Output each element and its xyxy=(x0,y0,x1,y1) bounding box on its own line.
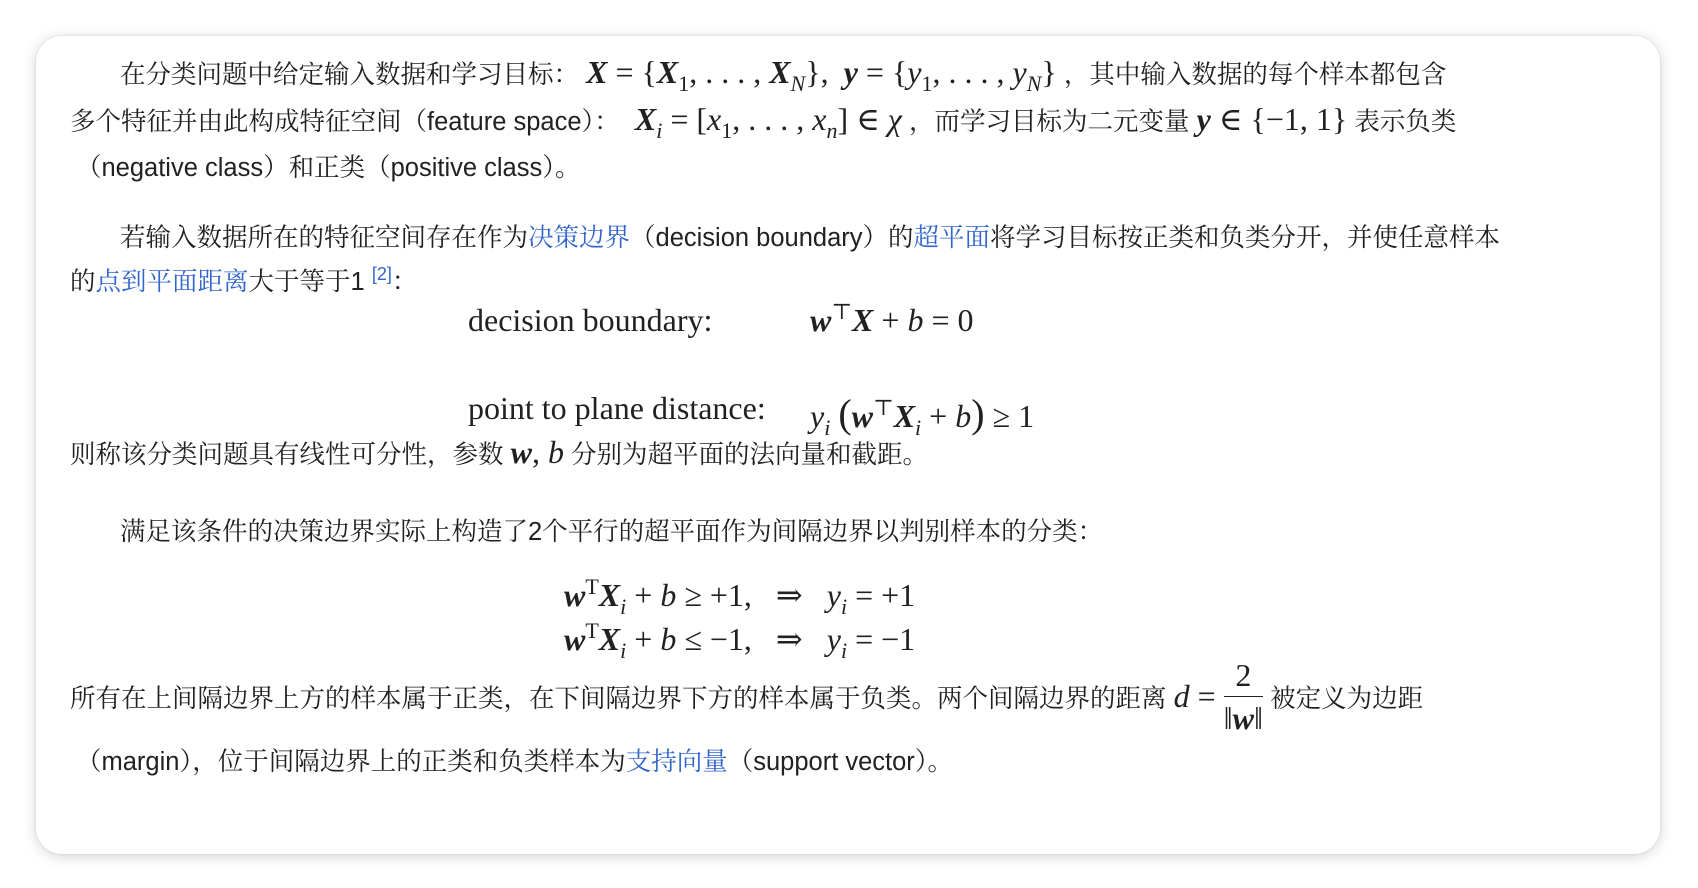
equation-distance-label: point to plane distance: xyxy=(468,390,766,426)
para5-line2 xyxy=(76,742,953,778)
para5-text: （margin），位于间隔边界上的正类和负类样本为 xyxy=(76,748,626,776)
para2-text: 大于等于1 xyxy=(248,268,365,296)
math-X-set: X xyxy=(586,54,608,90)
math-w-b: w xyxy=(510,434,532,470)
para5-text: （support vector）。 xyxy=(727,748,954,776)
equation-positive-class: $w^TX_i + b \ge +1$, ⇒ $y_i = +1$ xyxy=(564,574,916,619)
article-card xyxy=(36,36,1660,854)
para1-line1: 在分类问题中给定输入数据和学习目标： X = {X1, . . . , XN}, y = {y1, . . . , yN} ，其中输入数据的每个样本都包含 xyxy=(120,54,1447,96)
para3-text: 则称该分类问题具有线性可分性，参数 xyxy=(70,441,504,469)
para2-text: 若输入数据所在的特征空间存在作为 xyxy=(120,224,529,252)
para2-text: ： xyxy=(391,268,418,296)
para1-text: ，而学习目标为二元变量 xyxy=(908,108,1190,136)
equation-decision-boundary: w⊤X + b = 0 xyxy=(810,299,974,338)
para1-line3: （negative class）和正类（positive class）。 xyxy=(76,154,581,182)
para2-line2 xyxy=(70,262,417,298)
math-margin-fraction: $\frac{2}{‖w‖}$ xyxy=(1223,656,1263,736)
para2-text: 的 xyxy=(70,268,96,296)
para3-text: 分别为超平面的法向量和截距。 xyxy=(571,441,929,469)
math-margin-d: d xyxy=(1173,678,1190,714)
para1-text: 在分类问题中给定输入数据和学习目标： xyxy=(120,61,580,89)
para5-text: 被定义为边距 xyxy=(1270,685,1424,713)
math-y-binary: y xyxy=(1196,101,1211,137)
para1-text: 多个特征并由此构成特征空间（feature space）： xyxy=(70,108,620,136)
support-vector-link[interactable]: 支持向量 xyxy=(625,748,728,776)
math-Xi: X xyxy=(626,101,657,137)
math-y-set: y xyxy=(835,54,858,90)
para3: 则称该分类问题具有线性可分性，参数 w, b 分别为超平面的法向量和截距。 xyxy=(70,434,929,470)
para1-text: ，其中输入数据的每个样本都包含 xyxy=(1063,61,1447,89)
hyperplane-link[interactable]: 超平面 xyxy=(913,224,991,252)
para2-line1 xyxy=(120,218,1500,254)
point-plane-distance-link[interactable]: 点到平面距离 xyxy=(95,268,249,296)
para2-text: （decision boundary）的 xyxy=(630,224,914,252)
equation-distance: $y_i$ $(w^⊤X_i + b) \ge 1$ xyxy=(810,391,1035,440)
para4: 满足该条件的决策边界实际上构造了2个平行的超平面作为间隔边界以判别样本的分类： xyxy=(120,518,1104,546)
para1-text: 表示负类 xyxy=(1354,108,1457,136)
para2-text: 将学习目标按正类和负类分开，并使任意样本 xyxy=(990,224,1501,252)
para5-text: 所有在上间隔边界上方的样本属于正类，在下间隔边界下方的样本属于负类。两个间隔边界的距离 xyxy=(70,685,1167,713)
equation-negative-class: $w^TX_i + b \le -1$, ⇒ $y_i = -1$ xyxy=(564,618,916,663)
decision-boundary-link[interactable]: 决策边界 xyxy=(528,224,631,252)
equation-decision-boundary-label: decision boundary: xyxy=(468,302,713,338)
para1-line2: 多个特征并由此构成特征空间（feature space）： Xi = [x1, . . . , xn] ∈ χ ，而学习目标为二元变量 y ∈ {−1, 1} 表示负类 xyxy=(70,101,1457,143)
para5-line1: 所有在上间隔边界上方的样本属于正类，在下间隔边界下方的样本属于负类。两个间隔边界的距离 d = $\frac{2}{‖w‖}$ 被定义为边距 xyxy=(70,656,1424,736)
reference-2-link[interactable]: [2] xyxy=(371,264,392,284)
